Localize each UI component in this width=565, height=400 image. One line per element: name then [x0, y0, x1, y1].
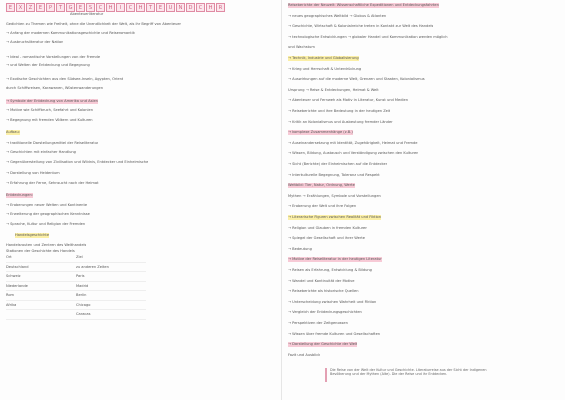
table-row	[6, 301, 146, 311]
title-letter-box: S	[86, 3, 95, 12]
title-letter-box: Z	[26, 3, 35, 12]
left-notes-page	[0, 0, 282, 400]
title-letter-box: N	[176, 3, 185, 12]
table-row	[6, 263, 146, 273]
note-line: Gedichten zu Themen wie Freiheit, ohne die Unendlichkeit der Welt, als ihr Begriff von Abenteuer	[6, 22, 182, 26]
note-line: Ursprung → Reise & Entdeckungen, Heimat & Welt	[288, 87, 379, 92]
note-line: → Unterscheidung zwischen Wahrheit und Fiktion	[288, 299, 377, 304]
note-line: → Darstellung von Heldentum	[6, 171, 60, 175]
title-letter-box: H	[106, 3, 115, 12]
title-letter-box: G	[66, 3, 75, 12]
title-letter-box: E	[76, 3, 85, 12]
right-notes-page	[282, 0, 564, 400]
note-line: → Symbole der Entdeckung von Amerika und Asien	[6, 99, 98, 103]
note-line: → Gegenüberstellung von Zivilisation und Wildnis, Entdecker und Einheimische	[6, 160, 149, 164]
title-letter-boxes	[6, 3, 225, 12]
note-line: → Reiseberichte und ihre Bedeutung in der heutigen Zeit	[288, 109, 391, 113]
note-line: → Erfahrung der Ferne, Sehnsucht nach der Heimat	[6, 181, 99, 185]
table-cell: Afrika	[6, 302, 17, 307]
note-line: → Bedeutung	[288, 246, 312, 251]
note-line: → Wissen über fremde Kulturen und Gesellschaften	[288, 331, 381, 336]
note-line: → und Welten der Entdeckung und Begegnung	[6, 63, 90, 67]
note-line: Handelsrouten und Zentren des Welthandels	[6, 243, 87, 247]
note-line: Mythen → Erzählungen, Symbole und Vorstellungen	[288, 193, 381, 198]
note-line: → Eroberung der Welt und ihre Folgen	[288, 204, 357, 209]
table-cell: Deutschland	[6, 264, 29, 269]
table-cell: Madrid	[76, 283, 89, 288]
note-line: → Motive der Reiseliteratur in der heutigen Literatur	[288, 257, 382, 262]
caption-text: Die Reise von der Welt der Kultur und Geschichte. Literaturreise aus der Sicht der Indigenen Bevölkerung und der Mythen (Alte). Die der Reise und ihr Entdecken.	[330, 368, 487, 377]
table-row	[6, 253, 146, 263]
note-line: Fazit und Ausblick	[288, 352, 321, 357]
note-line: → Sicht (Berichte) der Einheimischen auf die Entdecker	[288, 162, 388, 166]
note-line: Entdeckungen:	[6, 193, 33, 197]
title-letter-box: P	[46, 3, 55, 12]
note-line: → neues geographisches Weltbild → Globus & Atlanten	[288, 13, 387, 18]
note-line: → Exotische Geschichten aus den Südsee-Inseln, Ägypten, Orient	[6, 77, 124, 81]
table-row	[6, 291, 146, 301]
note-line: → Sprache, Kultur und Religion der Fremden	[6, 222, 86, 226]
title-letter-box: I	[116, 3, 125, 12]
title-letter-box: U	[166, 3, 175, 12]
note-line: und Wachstum	[288, 45, 315, 50]
note-line: → Vergleich der Entdeckungsgeschichten	[288, 310, 362, 315]
title-letter-box: H	[136, 3, 145, 12]
note-line: → Auseinandersetzung mit Identität, Zugehörigkeit, Heimat und Fremde	[288, 140, 418, 145]
note-line: → Literarische Figuren zwischen Realität und Fiktion	[288, 215, 382, 219]
table-cell: Niederlande	[6, 283, 28, 288]
page-subtitle: Abenteuerliteratur	[70, 12, 104, 16]
table-row	[6, 282, 146, 292]
title-letter-box: R	[216, 3, 225, 12]
note-line: → Technik, Industrie und Globalisierung	[288, 56, 359, 60]
note-line: → Wandel und Kontinuität der Motive	[288, 278, 355, 283]
note-line: → Religion und Glauben in fremden Kulturen	[288, 225, 368, 230]
title-letter-box: T	[56, 3, 65, 12]
note-line: → Geschichten mit einfacher Handlung	[6, 150, 76, 154]
title-letter-box: T	[146, 3, 155, 12]
caption-accent-bar	[325, 368, 327, 382]
title-letter-box: E	[156, 3, 165, 12]
title-letter-box: X	[16, 3, 25, 12]
note-line: Handelsgeschichte	[15, 233, 50, 237]
note-line: → Kritik an Kolonialismus und Ausbeutung fremder Länder	[288, 119, 393, 124]
title-letter-box: C	[196, 3, 205, 12]
note-line: → Auswirkungen auf die moderne Welt, Grenzen und Staaten, Kolonialismus	[288, 77, 425, 82]
title-letter-box: E	[36, 3, 45, 12]
note-line: → traditionelle Darstellungsmittel der Reiseliteratur	[6, 141, 99, 145]
note-line: → Erweiterung der geographischen Kenntnisse	[6, 212, 90, 216]
note-line: durch Schiffsreisen, Karawanen, Wüstenwanderungen	[6, 86, 104, 90]
note-line: → Wissen, Bildung, Austausch und Verständigung zwischen den Kulturen	[288, 151, 419, 156]
note-line: → Ideal - romantische Vorstellungen von der Fremde	[6, 55, 101, 59]
note-line: → Darstellung der Geschichte der Welt	[288, 342, 358, 347]
title-letter-box: C	[96, 3, 105, 12]
note-line: → Krieg und Herrschaft & Unterdrückung	[288, 66, 362, 71]
note-line: → Perspektiven der Zeitgenossen	[288, 321, 348, 325]
table-row	[6, 272, 146, 282]
table-cell: Caracas	[76, 312, 91, 317]
note-line: → komplexe Zusammenhänge (z.B.)	[288, 130, 353, 135]
note-line: Reiseberichte der Neuzeit: Wissenschaftliche Expeditionen und Entdeckungsfahrten	[288, 3, 439, 7]
table-cell: Schweiz	[6, 274, 21, 279]
note-line: → Ausbruchsliteratur der Nation	[6, 40, 64, 44]
title-letter-box: E	[6, 3, 15, 12]
title-letter-box: C	[126, 3, 135, 12]
table-cell: Paris	[76, 274, 85, 279]
note-line: Weltbild: Tier, Natur, Ordnung, Werte	[288, 183, 355, 188]
note-line: → Anfang der modernen Kommunikationsgeschichte und Reiseromantik	[6, 31, 135, 35]
title-letter-box: D	[186, 3, 195, 12]
table-cell: Ziel	[76, 255, 83, 260]
note-line: → Interkulturelle Begegnung, Toleranz und Respekt	[288, 172, 380, 177]
table-row	[6, 310, 146, 320]
note-line: → Spiegel der Gesellschaft und ihrer Werte	[288, 236, 365, 241]
note-line: Aufbau:	[6, 130, 20, 134]
table-cell: Ort	[6, 255, 12, 260]
title-letter-box: H	[206, 3, 215, 12]
note-line: → Begegnung mit fremden Völkern und Kulturen	[6, 118, 93, 122]
note-line: → Reisen als Erfahrung, Entwicklung & Bildung	[288, 268, 372, 272]
note-line: → Abenteuer und Fernweh als Motiv in Literatur, Kunst und Medien	[288, 98, 409, 103]
note-line: → Motive wie Schiffbruch, Seefahrt und Kolonien	[6, 108, 94, 112]
city-table	[6, 253, 146, 320]
note-line: → Eroberungen neuer Welten und Kontinente	[6, 203, 88, 207]
note-line: Stationen der Geschichte des Handels	[6, 249, 75, 253]
table-cell: Berlin	[76, 293, 87, 298]
note-line: → Reiseberichte als historische Quellen	[288, 289, 359, 294]
table-cell: Chicago	[76, 302, 91, 307]
note-line: → technologische Entwicklungen → globaler Handel und Kommunikation werden möglich	[288, 34, 448, 39]
table-cell: Rom	[6, 293, 15, 298]
table-cell: zu anderen Zeiten	[76, 264, 109, 269]
note-line: → Geschichte, Wirtschaft & Kolonialreiche treten in Kontakt zur Welt des Handels	[288, 24, 434, 29]
